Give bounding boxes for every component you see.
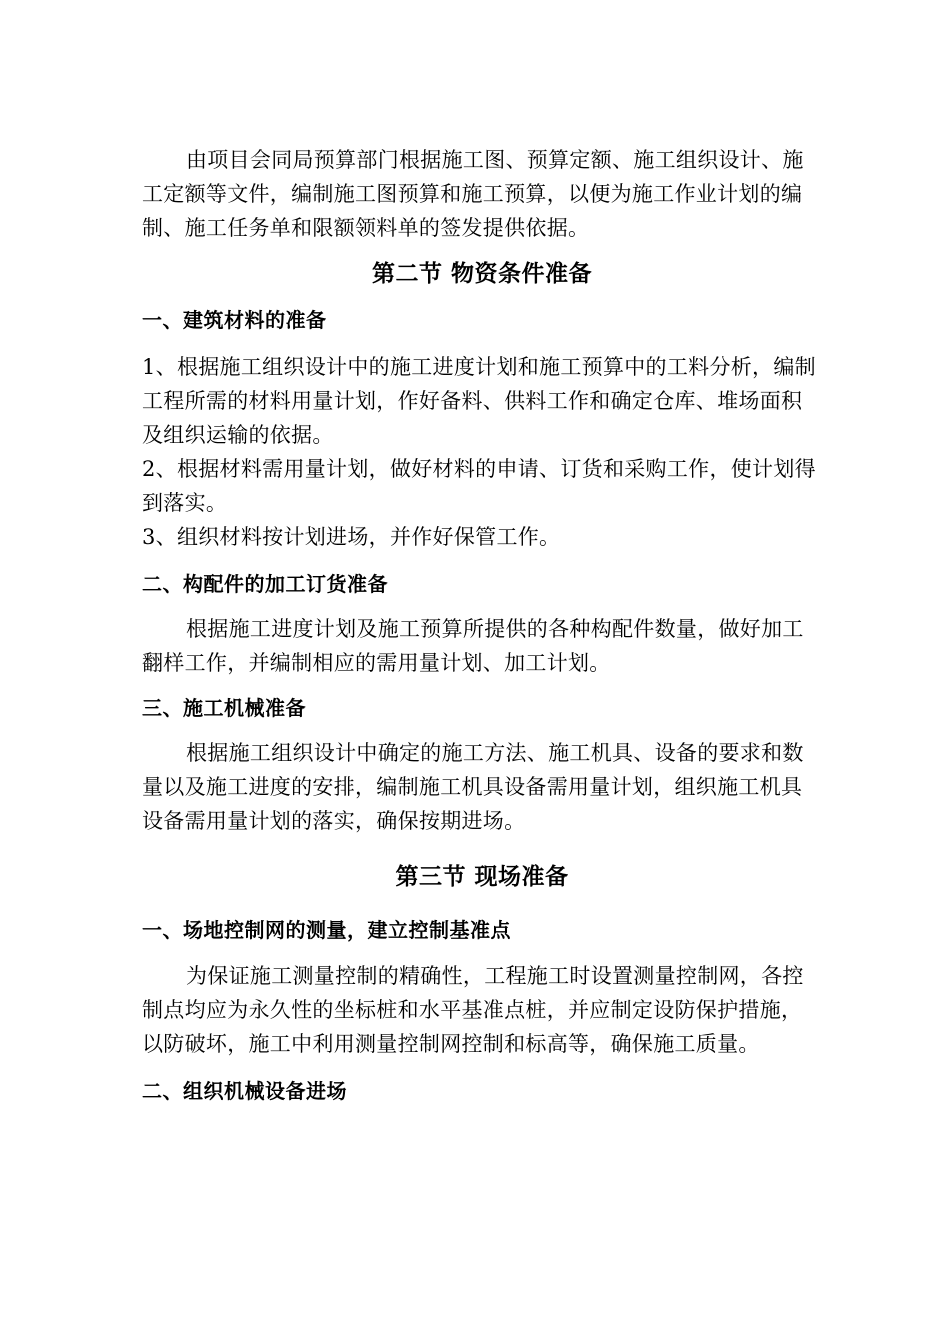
intro-paragraph: 由项目会同局预算部门根据施工图、预算定额、施工组织设计、施工定额等文件，编制施工图预算和施工预算，以便为施工作业计划的编制、施工任务单和限额领料单的签发提供依据。 xyxy=(142,148,804,240)
section-3-heading-1: 一、场地控制网的测量，建立控制基准点 xyxy=(142,918,511,942)
materials-item-1: 1、根据施工组织设计中的施工进度计划和施工预算中的工料分析，编制工程所需的材料用量计划，作好备料、供料工作和确定仓库、堆场面积及组织运输的依据。 xyxy=(142,355,816,447)
survey-paragraph: 为保证施工测量控制的精确性，工程施工时设置测量控制网，各控制点均应为永久性的坐标桩和水平基准点桩，并应制定设防保护措施，以防破坏，施工中利用测量控制网控制和标高等，确保施工质量。 xyxy=(142,964,804,1056)
section-2-heading-2: 二、构配件的加工订货准备 xyxy=(142,572,388,596)
materials-item-3: 3、组织材料按计划进场，并作好保管工作。 xyxy=(142,525,561,549)
section-3-heading-2: 二、组织机械设备进场 xyxy=(142,1079,347,1103)
section-2-heading-3: 三、施工机械准备 xyxy=(142,696,306,720)
section-3-title: 第三节 现场准备 xyxy=(395,864,569,890)
document-content xyxy=(142,143,822,1108)
machinery-paragraph: 根据施工组织设计中确定的施工方法、施工机具、设备的要求和数量以及施工进度的安排，编制施工机具设备需用量计划，组织施工机具设备需用量计划的落实，确保按期进场。 xyxy=(142,741,804,833)
section-2-heading-1: 一、建筑材料的准备 xyxy=(142,308,327,332)
section-2-title: 第二节 物资条件准备 xyxy=(371,261,592,287)
components-paragraph: 根据施工进度计划及施工预算所提供的各种构配件数量，做好加工翻样工作，并编制相应的需用量计划、加工计划。 xyxy=(142,617,804,675)
materials-item-2: 2、根据材料需用量计划，做好材料的申请、订货和采购工作，使计划得到落实。 xyxy=(142,457,816,515)
